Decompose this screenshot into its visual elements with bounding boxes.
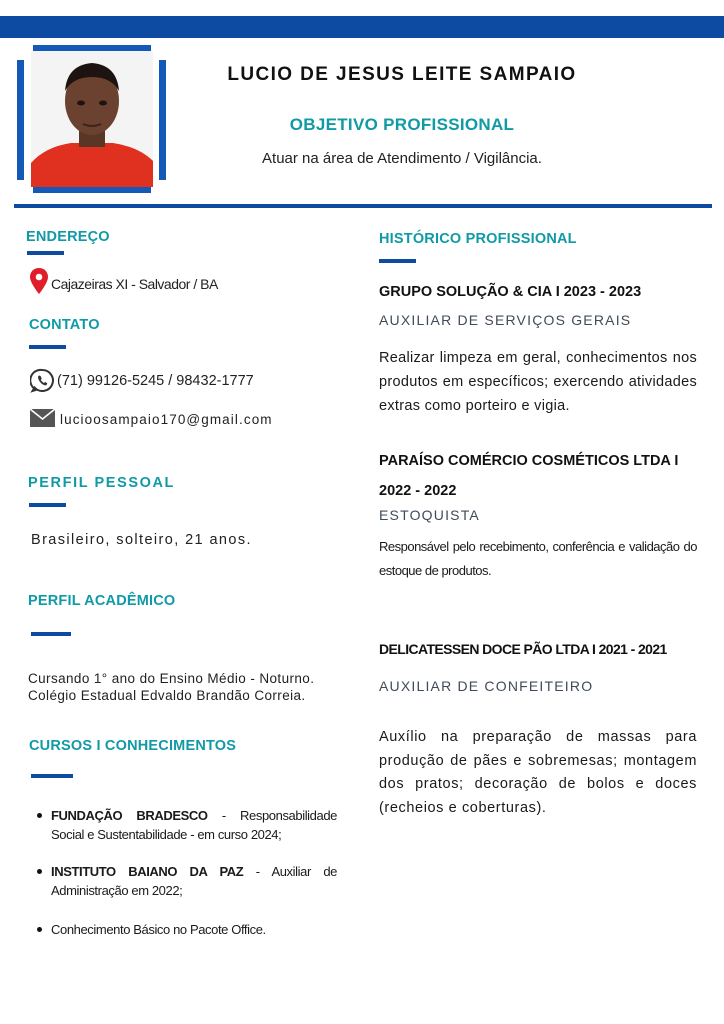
courses-title-bar xyxy=(31,774,73,778)
photo-frame-bar-left xyxy=(17,60,24,180)
contact-email: lucioosampaio170@gmail.com xyxy=(60,412,273,427)
job-role: AUXILIAR DE CONFEITEIRO xyxy=(379,678,594,694)
personal-profile-title: PERFIL PESSOAL xyxy=(28,475,176,491)
academic-line-2: Colégio Estadual Edvaldo Brandão Correia. xyxy=(28,688,306,703)
address-value: Cajazeiras XI - Salvador / BA xyxy=(51,276,218,292)
course-item xyxy=(37,806,337,844)
courses-list xyxy=(37,806,337,953)
job-description: Auxílio na preparação de massas para produção de pães e sobremesas; montagem dos pratos; decoração de bolos e doces (recheios e coberturas). xyxy=(379,729,697,816)
course-item-detail: - Auxiliar de Administração em 2022; xyxy=(51,864,337,898)
job-role: ESTOQUISTA xyxy=(379,507,480,523)
candidate-name: LUCIO DE JESUS LEITE SAMPAIO xyxy=(227,64,577,85)
contact-title: CONTATO xyxy=(29,317,100,333)
course-item-name: FUNDAÇÃO BRADESCO xyxy=(51,808,208,823)
address-title: ENDEREÇO xyxy=(26,229,110,245)
envelope-icon xyxy=(30,409,55,432)
profile-photo-frame xyxy=(17,45,167,193)
history-title: HISTÓRICO PROFISSIONAL xyxy=(379,231,577,247)
address-title-bar xyxy=(27,251,64,255)
job-company: PARAÍSO COMÉRCIO COSMÉTICOS LTDA I 2022 - 2022 xyxy=(379,453,679,499)
header-divider xyxy=(14,204,712,208)
academic-profile-title: PERFIL ACADÊMICO xyxy=(28,593,176,609)
course-item xyxy=(37,920,337,939)
course-item-detail: Conhecimento Básico no Pacote Office. xyxy=(51,922,266,937)
history-title-bar xyxy=(379,259,416,263)
objective-text: Atuar na área de Atendimento / Vigilância. xyxy=(262,150,542,167)
photo-frame-bar-bottom xyxy=(33,187,151,193)
profile-photo xyxy=(31,51,153,187)
personal-profile-text: Brasileiro, solteiro, 21 anos. xyxy=(31,532,252,548)
job-company: GRUPO SOLUÇÃO & CIA I 2023 - 2023 xyxy=(379,284,642,300)
job-description: Responsável pelo recebimento, conferência e validação do estoque de produtos. xyxy=(379,539,697,578)
courses-title: CURSOS I CONHECIMENTOS xyxy=(29,738,237,754)
whatsapp-icon xyxy=(30,368,55,398)
course-item-name: INSTITUTO BAIANO DA PAZ xyxy=(51,864,244,879)
objective-title: OBJETIVO PROFISSIONAL xyxy=(289,115,515,134)
contact-title-bar xyxy=(29,345,66,349)
job-description: Realizar limpeza em geral, conhecimentos nos produtos em específicos; exercendo atividades extras como porteiro e vigia. xyxy=(379,350,697,414)
contact-phone: (71) 99126-5245 / 98432-1777 xyxy=(57,373,254,389)
photo-frame-bar-right xyxy=(159,60,166,180)
course-item xyxy=(37,862,337,900)
top-accent-bar xyxy=(0,16,724,38)
academic-profile-title-bar xyxy=(31,632,71,636)
job-role: AUXILIAR DE SERVIÇOS GERAIS xyxy=(379,312,632,328)
academic-line-1: Cursando 1° ano do Ensino Médio - Noturno. xyxy=(28,671,315,686)
course-item-detail: - Responsabilidade Social e Sustentabilidade - em curso 2024; xyxy=(51,808,337,842)
location-pin-icon xyxy=(30,268,48,299)
job-company: DELICATESSEN DOCE PÃO LTDA I 2021 - 2021 xyxy=(379,641,667,657)
personal-profile-title-bar xyxy=(29,503,66,507)
